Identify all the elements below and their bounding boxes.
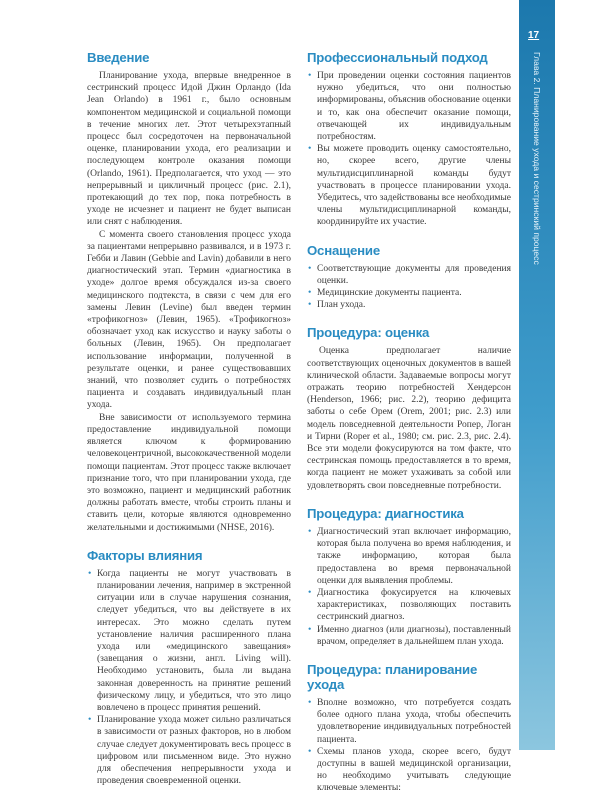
section-equipment (307, 243, 511, 312)
section-introduction (87, 50, 291, 534)
bullet-list (307, 70, 511, 229)
bullet-list (307, 263, 511, 312)
page-number: 17 (528, 30, 540, 41)
section-heading: Профессиональный подход (307, 50, 488, 65)
bullet-list (87, 568, 291, 788)
list-item: • Вполне возможно, что потребуется создать более одного плана ухода, чтобы обеспечить удовлетворение индивидуальных потребностей пациента. (307, 697, 511, 746)
list-item: • Вы можете проводить оценку самостоятельно, но, скорее всего, другие члены мультидисциплинарной команды будут участвовать в процессе планировании ухода. Убедитесь, что задействованы все необходимые члены мультидисциплинарной команды, координируйте их участие. (307, 143, 511, 228)
bullet-list (307, 526, 511, 648)
paragraph: С момента своего становления процесс ухода за пациентами непрерывно развивался, и в 1973 г. Гебби и Лавин (Gebbie and Lavin) добавили в него диагностический этап. Термин «диагностика в уходе» долгое время обсуждался из-за своего медицинского подтекста, в связи с чем для его замены Левин (Levine) был введен термин «трофикогноз» (Левин, 1965). «Трофикогноз» обозначает уход как искусство и науку заботы о больных (Левин, 1965). Он предполагает использование информации, полученной в результате оценки, и ранее существовавших знаний, что позволяет судить о потребностях пациента и создавать индивидуальный план ухода. (87, 229, 291, 411)
section-heading: Оснащение (307, 242, 380, 258)
bullet-list (307, 697, 511, 795)
section-procedure-assessment (307, 325, 511, 491)
list-item: • Планирование ухода может сильно различаться в зависимости от разных факторов, но в любом случае следует документировать весь процесс в цифровом или письменном виде. Это нужно для обеспечения непрерывности ухода и проведения своевременной оценки. (87, 714, 291, 787)
list-item: • Именно диагноз (или диагнозы), поставленный врачом, определяет в дальнейшем план ухода. (307, 624, 511, 648)
list-item: • Диагностика фокусируется на ключевых характеристиках, позволяющих поставить сестринский диагноз. (307, 587, 511, 624)
section-heading: Введение (87, 50, 150, 65)
section-heading: Процедура: оценка (307, 325, 430, 341)
section-heading: Факторы влияния (87, 547, 203, 563)
paragraph: Оценка предполагает наличие соответствующих оценочных документов в вашей клинической области. Задаваемые вопросы могут отражать теорию потребностей Хендерсон (Henderson, 1966; рис. 2.2), теорию дефицита заботы о себе Орем (Orem, 2001; рис. 2.3) или модель повседневной деятельности Ропер, Логан и Тирни (Roper et al., 1980; см. рис. 2.3, рис. 2.4). Все эти модели фокусируются на том факте, что сестринская помощь предоставляется в то время, когда пациент не может ухаживать за собой или удовлетворять свои повседневные потребности. (307, 346, 511, 491)
paragraph: Вне зависимости от используемого термина предоставление индивидуальной помощи является ключом к формированию человекоцентричной, высококачественной модели помощи пациентам. Этот процесс также включает признание того, что при планировании ухода, где это возможно, пациент и медицинский работник должны работать вместе, чтобы строить планы и ставить цели, которые являются одновременно желательными и достижимыми (NHSE, 2016). (87, 412, 291, 533)
section-heading: Процедура: планирование ухода (307, 661, 478, 692)
list-item: • Когда пациенты не могут участвовать в планировании лечения, например в экстренной ситуации или в случае нарушения сознания, следует убедиться, что вы действуете в их интересах. Это можно сделать путем установление наличия расширенного плана ухода или «медицинского завещания» (завещания о жизни, англ. Living will). Необходимо установить, была ли выдана законная доверенность на принятие решений физическому лицу, и убедиться, что это лицо вовлечено в процесс принятия решений. (87, 568, 291, 714)
chapter-title: Глава 2. Планирование ухода и сестринский процесс (532, 52, 542, 265)
left-column (87, 50, 291, 801)
section-procedure-diagnostics (307, 506, 511, 648)
list-item: • Диагностический этап включает информацию, которая была получена во время наблюдения, и также информацию, которая была предоставлена во время первоначальной оценки для выявления проблемы. (307, 526, 511, 587)
right-column (307, 50, 511, 809)
section-factors (87, 548, 291, 788)
list-item: • Медицинские документы пациента. (307, 287, 511, 299)
section-heading: Процедура: диагностика (307, 505, 464, 521)
section-professional-approach (307, 50, 511, 229)
list-item: • План ухода. (307, 299, 511, 311)
list-item: • При проведении оценки состояния пациентов нужно убедиться, что они полностью информированы, объяснив обоснование оценки и то, как она обеспечит оказание помощи, отвечающей их индивидуальным потребностям. (307, 70, 511, 143)
list-item: • Соответствующие документы для проведения оценки. (307, 263, 511, 287)
list-item: • Схемы планов ухода, скорее всего, будут доступны в вашей медицинской организации, но необходимо учитывать следующие ключевые элементы: (307, 746, 511, 795)
paragraph: Планирование ухода, впервые внедренное в сестринский процесс Идой Джин Орландо (Ida Jean Orlando) в 1961 г., было основным компонентом медицинской и социальной помощи в течение многих лет. Этот четырехэтапный процесс был сосредоточен на первоначальной оценке, планировании ухода, его реализации и последующем контроле оказания помощи (Orlando, 1961). Предполагается, что уход — это непрерывный и цикличный процесс (рис. 2.1), протекающий до тех пор, пока потребность в уходе не исчезнет и пациент не будет выписан или снят с наблюдения. (87, 71, 291, 228)
section-procedure-planning (307, 662, 511, 795)
